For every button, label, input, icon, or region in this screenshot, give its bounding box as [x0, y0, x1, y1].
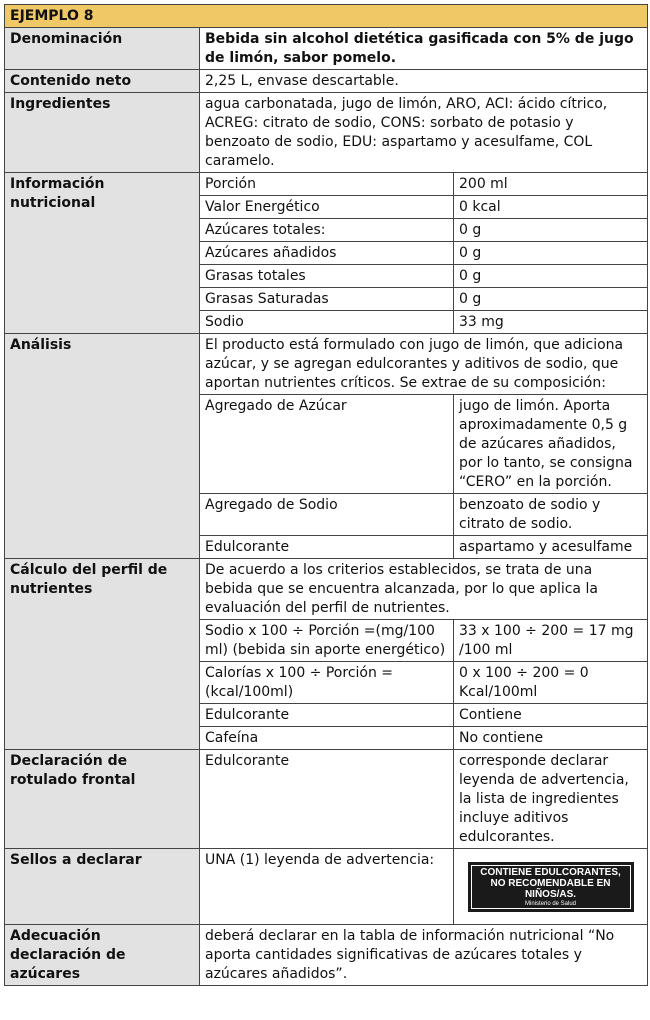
row-label-calculo: Cálculo del perfil de nutrientes [5, 559, 200, 750]
nutrient-value: 0 g [454, 288, 648, 311]
warning-seal-line1: CONTIENE EDULCORANTES, [480, 867, 621, 878]
row-label-ingredientes: Ingredientes [5, 93, 200, 173]
nutrient-name: Porción [200, 173, 454, 196]
table-header: EJEMPLO 8 [5, 5, 648, 28]
ingredientes-value: agua carbonatada, jugo de limón, ARO, ACI: ácido cítrico, ACREG: citrato de sodio, CONS: sorbato de potasio y benzoato de sodio, EDU: aspartamo y acesulfame, COL caramelo. [200, 93, 648, 173]
calculo-value: 0 x 100 ÷ 200 = 0 Kcal/100ml [454, 662, 648, 704]
nutrient-name: Grasas totales [200, 265, 454, 288]
calculo-name: Edulcorante [200, 704, 454, 727]
contenido-value: 2,25 L, envase descartable. [200, 70, 648, 93]
warning-seal-line2: NO RECOMENDABLE EN NIÑOS/AS. [490, 878, 611, 900]
row-label-contenido: Contenido neto [5, 70, 200, 93]
nutrient-value: 200 ml [454, 173, 648, 196]
analisis-name: Edulcorante [200, 536, 454, 559]
nutrient-name: Azúcares totales: [200, 219, 454, 242]
rotulado-name: Edulcorante [200, 750, 454, 849]
nutrient-name: Valor Energético [200, 196, 454, 219]
row-label-nutricional: Información nutricional [5, 173, 200, 334]
row-label-sellos: Sellos a declarar [5, 849, 200, 925]
adecuacion-value: deberá declarar en la tabla de información nutricional “No aporta cantidades significativas de azúcares totales y azúcares añadidos”. [200, 925, 648, 986]
calculo-intro: De acuerdo a los criterios establecidos, se trata de una bebida que se encuentra alcanzada, por lo que aplica la evaluación del perfil de nutrientes. [200, 559, 648, 620]
denominacion-value: Bebida sin alcohol dietética gasificada con 5% de jugo de limón, sabor pomelo. [200, 28, 648, 70]
example-table [4, 4, 648, 986]
row-label-rotulado: Declaración de rotulado frontal [5, 750, 200, 849]
nutrient-value: 0 g [454, 242, 648, 265]
nutrient-value: 0 kcal [454, 196, 648, 219]
calculo-value: No contiene [454, 727, 648, 750]
nutrient-name: Sodio [200, 311, 454, 334]
warning-seal [468, 862, 634, 912]
nutrient-value: 0 g [454, 219, 648, 242]
nutrient-value: 33 mg [454, 311, 648, 334]
row-label-analisis: Análisis [5, 334, 200, 559]
nutrient-name: Grasas Saturadas [200, 288, 454, 311]
sellos-value: UNA (1) leyenda de advertencia: [200, 849, 454, 925]
nutrient-name: Azúcares añadidos [200, 242, 454, 265]
analisis-name: Agregado de Sodio [200, 494, 454, 536]
rotulado-value: corresponde declarar leyenda de advertencia, la lista de ingredientes incluye aditivos edulcorantes. [454, 750, 648, 849]
row-label-denominacion: Denominación [5, 28, 200, 70]
analisis-name: Agregado de Azúcar [200, 395, 454, 494]
warning-seal-ministry: Ministerio de Salud [524, 901, 577, 907]
warning-seal-cell [454, 849, 648, 925]
nutrient-value: 0 g [454, 265, 648, 288]
analisis-value: benzoato de sodio y citrato de sodio. [454, 494, 648, 536]
analisis-value: jugo de limón. Aporta aproximadamente 0,5 g de azúcares añadidos, por lo tanto, se consigna “CERO” en la porción. [454, 395, 648, 494]
calculo-name: Calorías x 100 ÷ Porción =(kcal/100ml) [200, 662, 454, 704]
row-label-adecuacion: Adecuación declaración de azúcares [5, 925, 200, 986]
calculo-value: 33 x 100 ÷ 200 = 17 mg /100 ml [454, 620, 648, 662]
calculo-name: Cafeína [200, 727, 454, 750]
analisis-intro: El producto está formulado con jugo de limón, que adiciona azúcar, y se agregan edulcorantes y aditivos de sodio, que aportan nutrientes críticos. Se extrae de su composición: [200, 334, 648, 395]
calculo-value: Contiene [454, 704, 648, 727]
calculo-name: Sodio x 100 ÷ Porción =(mg/100 ml) (bebida sin aporte energético) [200, 620, 454, 662]
analisis-value: aspartamo y acesulfame [454, 536, 648, 559]
